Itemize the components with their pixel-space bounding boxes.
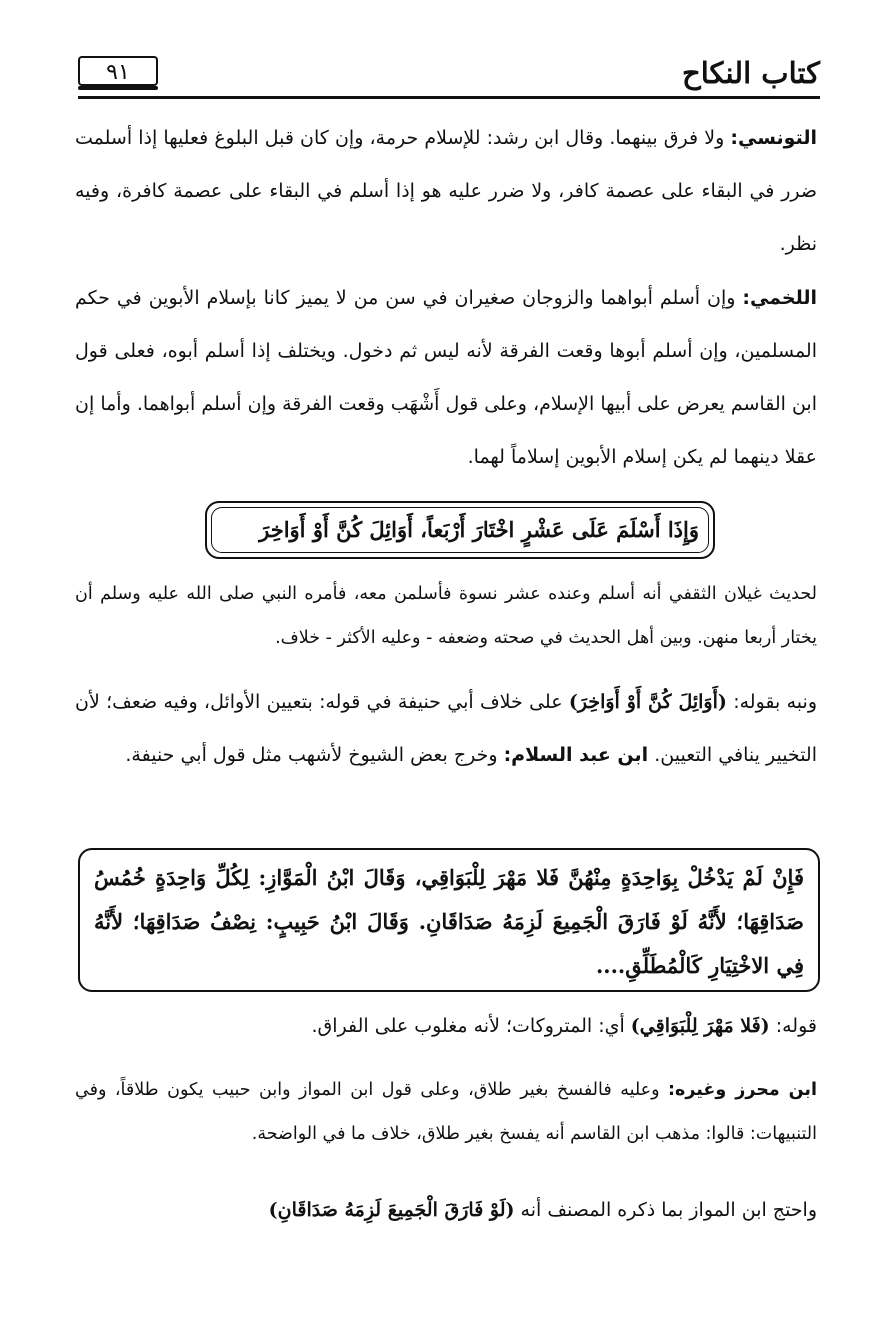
matn-text: فَإِنْ لَمْ يَدْخُلْ بِوَاحِدَةٍ مِنْهُنَّ فَلا مَهْرَ لِلْبَوَاقِي، وَقَالَ ابْنُ الْمَوَّازِ: لِكُلِّ وَاحِدَةٍ خُمُسُ صَدَاقِهَا؛ لأَنَّهُ لَوْ فَارَقَ الْجَمِيعَ لَزِمَهُ صَدَاقَانِ. وَقَالَ ابْنُ حَبِيبٍ: نِصْفُ صَدَاقِهَا؛ لأَنَّهُ فِي الاخْتِيَارِ كَالْمُطَلِّقِ.... [94, 865, 804, 978]
paragraph-text: على خلاف أبي حنيفة في قوله: بتعيين الأوائل، وفيه ضعف؛ لأن التخيير ينافي التعيين. [75, 691, 817, 766]
paragraph-commentary-2 [75, 1000, 817, 1053]
page-number: ٩١ [78, 56, 158, 86]
paragraph-text: وخرج بعض الشيوخ لأشهب مثل قول أبي حنيفة. [125, 744, 504, 766]
paragraph-commentary-1 [75, 676, 817, 782]
inline-quote: (لَوْ فَارَقَ الْجَمِيعَ لَزِمَهُ صَدَاقَانِ) [268, 1199, 515, 1221]
paragraph-text: قوله: [769, 1015, 817, 1037]
paragraph-text: وإن أسلم أبواهما والزوجان صغيران في سن من لا يميز كانا بإسلام الأبوين في حكم المسلمين، وإن أسلم أبوها وقعت الفرقة لأنه ليس ثم دخول. ويختلف إذا أسلم أبوه، فعلى قول ابن القاسم يعرض على أبيها الإسلام، وعلى قول أَشْهَب وقعت الفرقة وإن أسلم أبواهما. وأما إن عقلا دينهما لم يكن إسلام الأبوين إسلاماً لهما. [75, 287, 817, 468]
paragraph-ibn-mawwaz [75, 1184, 817, 1237]
matn-box-1 [205, 501, 715, 559]
speaker-label: ابن محرز وغيره: [668, 1080, 817, 1100]
paragraph-tunisi [75, 112, 817, 271]
paragraph-lakhmi [75, 272, 817, 484]
matn-text: وَإِذَا أَسْلَمَ عَلَى عَشْرٍ اخْتَارَ أَرْبَعاً، أَوَائِلَ كُنَّ أَوْ أَوَاخِرَ [259, 517, 699, 542]
inline-quote: (أَوَائِلَ كُنَّ أَوْ أَوَاخِرَ) [568, 691, 727, 713]
paragraph-text: أي: المتروكات؛ لأنه مغلوب على الفراق. [311, 1015, 631, 1037]
speaker-label: التونسي: [730, 127, 817, 149]
speaker-label: اللخمي: [742, 287, 817, 309]
page-header [78, 54, 820, 100]
inline-quote: (فَلا مَهْرَ لِلْبَوَاقِي) [630, 1015, 770, 1037]
speaker-label: ابن عبد السلام: [503, 744, 649, 766]
paragraph-text: وعليه فالفسخ بغير طلاق، وعلى قول ابن المواز وابن حبيب يكون طلاقاً، وفي التنبيهات: قالوا: مذهب ابن القاسم أنه يفسخ بغير طلاق، خلاف ما في الواضحة. [75, 1080, 817, 1144]
book-title: كتاب النكاح [681, 56, 820, 90]
paragraph-ibn-muhriz [75, 1068, 817, 1156]
paragraph-text: ونبه بقوله: [726, 691, 817, 713]
matn-box-2 [78, 848, 820, 992]
paragraph-hadith [75, 572, 817, 660]
header-divider [78, 96, 820, 99]
paragraph-text: لحديث غيلان الثقفي أنه أسلم وعنده عشر نسوة فأسلمن معه، فأمره النبي صلى الله عليه وسلم أن يختار أربعا منهن. وبين أهل الحديث في صحته وضعفه - وعليه الأكثر - خلاف. [75, 584, 817, 648]
paragraph-text: ولا فرق بينهما. وقال ابن رشد: للإسلام حرمة، وإن كان قبل البلوغ فعليها إذا أسلمت ضرر في البقاء على عصمة كافر، ولا ضرر عليه هو إذا أسلم في البقاء على عصمة كافرة، وفيه نظر. [75, 127, 817, 255]
paragraph-text: واحتج ابن المواز بما ذكره المصنف أنه [514, 1199, 817, 1221]
